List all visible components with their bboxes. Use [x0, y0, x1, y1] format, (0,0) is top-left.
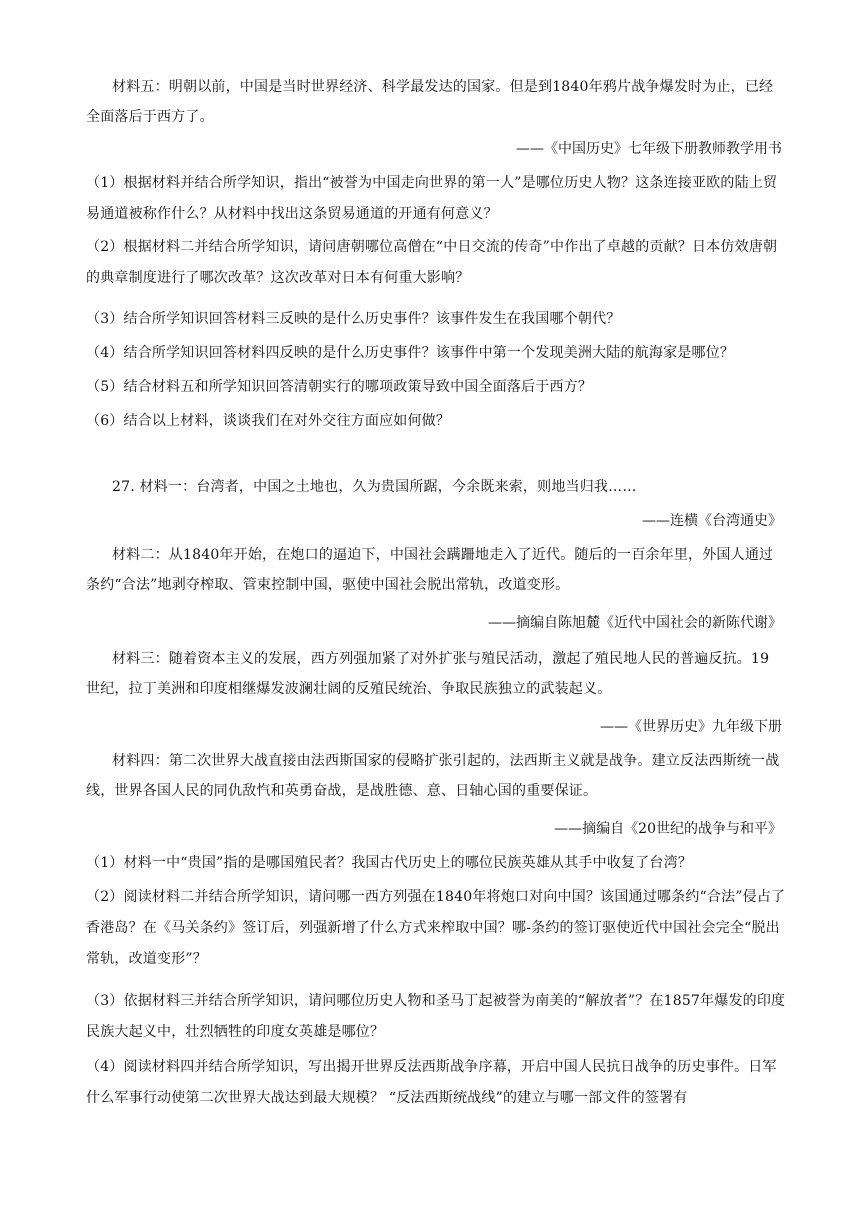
q27-question-2: （2）阅读材料二并结合所学知识，请问哪一西方列强在1840年将炮口对向中国？该国通过哪条约“合法”侵占了香港岛？在《马关条约》签订后，列强新增了什么方式来榨取中国？哪-条约的签订驱使近代中国社会完全“脱出常轨，改道变形”？: [86, 889, 786, 967]
q27-question-1: （1）材料一中“贵国”指的是哪国殖民者？我国古代历史上的哪位民族英雄从其手中收复了台湾？: [86, 855, 693, 871]
material-5-text: 材料五：明朝以前，中国是当时世界经济、科学最发达的国家。但是到1840年鸦片战争爆发时为止，已经全面落后于西方了。: [86, 79, 774, 125]
q26-question-6: （6）结合以上材料，谈谈我们在对外交往方面应如何做？: [86, 413, 451, 429]
q27-material-3: 材料三：随着资本主义的发展，西方列强加紧了对外扩张与殖民活动，激起了殖民地人民的普遍反抗。19世纪，拉丁美洲和印度相继爆发波澜壮阔的反殖民统治、争取民族独立的武装起义。: [86, 651, 770, 697]
q27-material-3-source: ——《世界历史》九年级下册: [600, 719, 782, 735]
q27-material-1: 27. 材料一：台湾者，中国之土地也，久为贵国所踞，今余既来索，则地当归我……: [112, 479, 637, 495]
q26-question-4: （4）结合所学知识回答材料四反映的是什么历史事件？该事件中第一个发现美洲大陆的航海家是哪位？: [86, 345, 735, 361]
q26-question-3: （3）结合所学知识回答材料三反映的是什么历史事件？该事件发生在我国哪个朝代？: [86, 311, 621, 327]
q27-question-4: （4）阅读材料四并结合所学知识，写出揭开世界反法西斯战争序幕，开启中国人民抗日战争的历史事件。日军什么军事行动使第二次世界大战达到最大规模？ “反法西斯统战线”的建立与哪一部文件的签署有: [86, 1059, 777, 1106]
q26-question-2: （2）根据材料二并结合所学知识，请问唐朝哪位高僧在“中日交流的传奇”中作出了卓越的贡献？日本仿效唐朝的典章制度进行了哪次改革？这次改革对日本有何重大影响？: [86, 239, 778, 286]
q27-material-1-source: ——连横《台湾通史》: [642, 513, 782, 529]
q27-material-2: 材料二：从1840年开始，在炮口的逼迫下，中国社会蹒跚地走入了近代。随后的一百余年里，外国人通过条约“合法”地剥夺榨取、管束控制中国，驱使中国社会脱出常轨，改道变形。: [86, 547, 774, 593]
q27-material-2-source: ——摘编自陈旭麓《近代中国社会的新陈代谢》: [488, 615, 782, 631]
q27-material-4-source: ——摘编自《20世纪的战争与和平》: [554, 821, 782, 837]
q26-question-1: （1）根据材料并结合所学知识，指出“被誉为中国走向世界的第一人”是哪位历史人物？这条连接亚欧的陆上贸易通道被称作什么？从材料中找出这条贸易通道的开通有何意义？: [86, 175, 778, 222]
q26-question-5: （5）结合材料五和所学知识回答清朝实行的哪项政策导致中国全面落后于西方？: [86, 379, 593, 395]
q27-question-3: （3）依据材料三并结合所学知识，请问哪位历史人物和圣马丁起被誉为南美的“解放者”？在1857年爆发的印度民族大起义中，壮烈牺牲的印度女英雄是哪位？: [86, 993, 786, 1040]
material-5-source: ——《中国历史》七年级下册教师教学用书: [516, 141, 782, 157]
q27-material-4: 材料四：第二次世界大战直接由法西斯国家的侵略扩张引起的，法西斯主义就是战争。建立反法西斯统一战线，世界各国人民的同仇敌忾和英勇奋战，是战胜德、意、日轴心国的重要保证。: [86, 753, 780, 799]
